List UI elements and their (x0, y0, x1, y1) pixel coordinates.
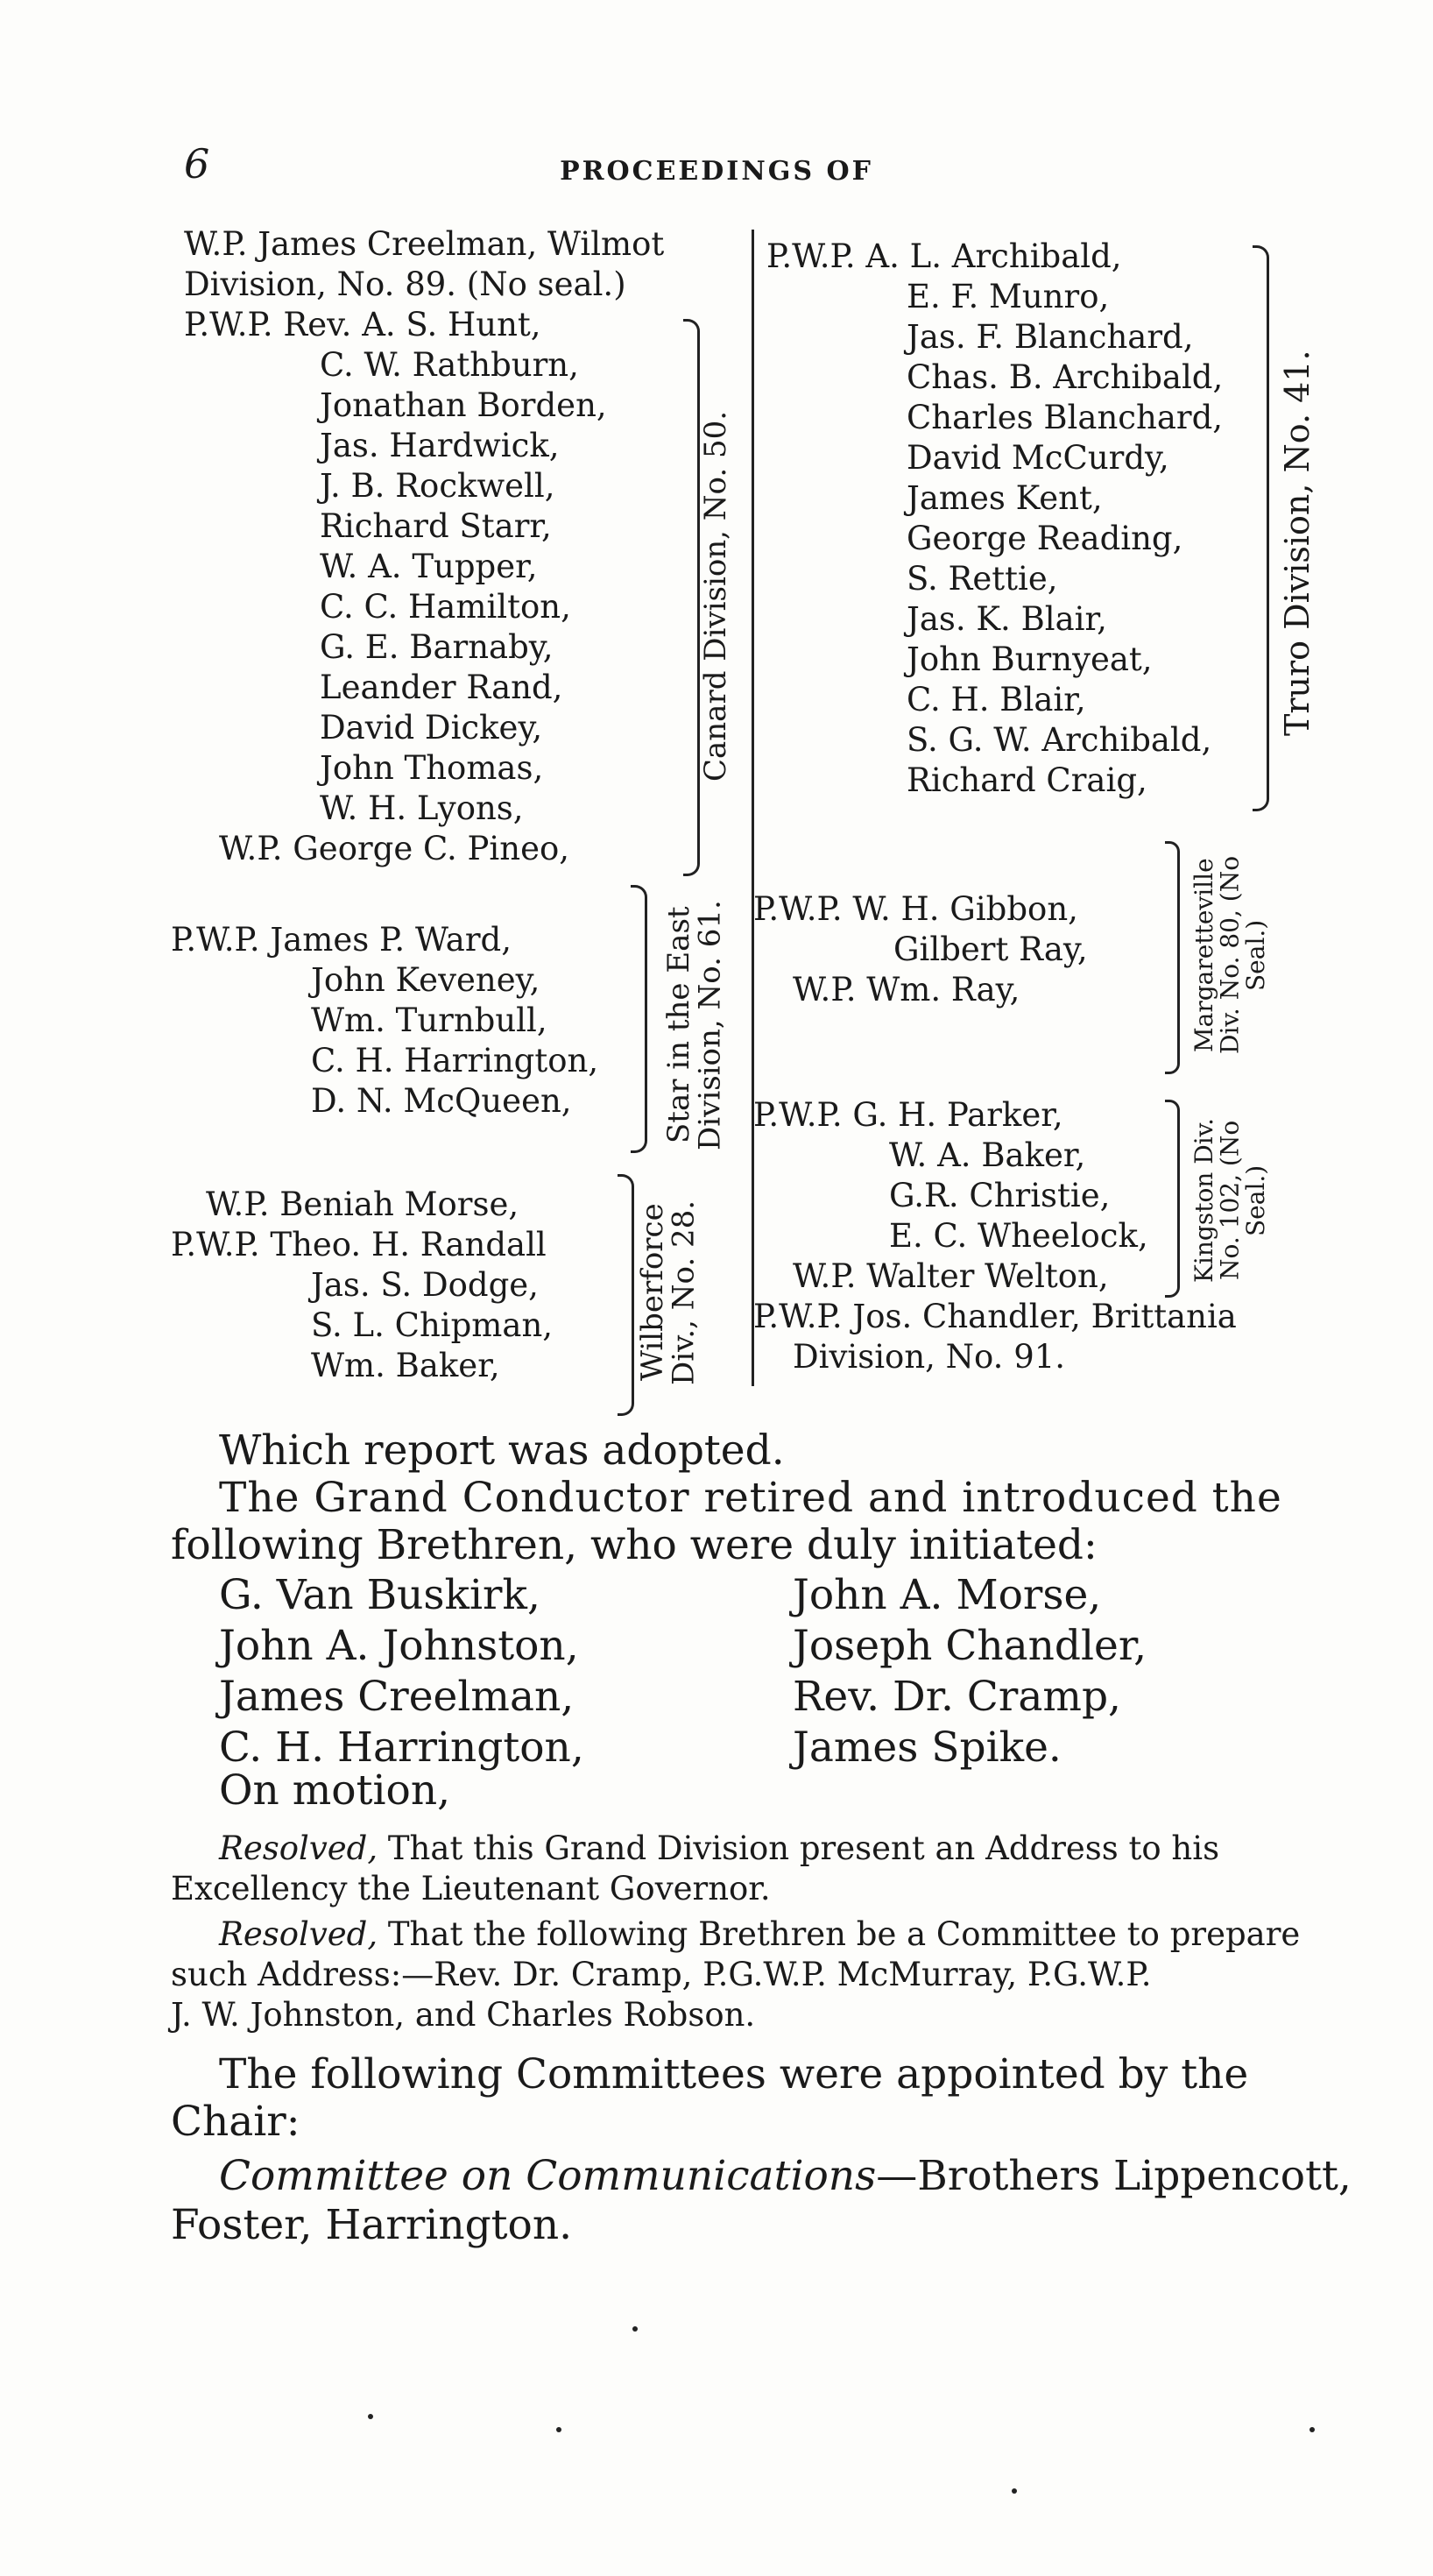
committee-label: Committee on Communications (219, 2152, 877, 2200)
canard-division-label: Canard Division, No. 50. (698, 410, 733, 782)
list-item: P.W.P. Theo. H. Randall (171, 1226, 547, 1263)
resolved-2-line-3: J. W. Johnston, and Charles Robson. (171, 1996, 756, 2034)
list-item: Wm. Turnbull, (311, 1001, 547, 1039)
list-item: Leander Rand, (320, 669, 563, 706)
resolved-text: That this Grand Division present an Address to his (378, 1829, 1220, 1867)
truro-division-label: Truro Division, No. 41. (1278, 350, 1317, 737)
list-item: John A. Johnston, (219, 1622, 579, 1670)
list-item: Jas. F. Blanchard, (907, 318, 1194, 356)
list-item: David Dickey, (320, 709, 543, 747)
wilmot-line-2: Division, No. 89. (No seal.) (184, 265, 626, 303)
list-item: Richard Starr, (320, 507, 552, 545)
brittania-entry (753, 1297, 1237, 1377)
kingston-brace (1165, 1100, 1180, 1298)
wilberforce-division-label: Wilberforce Div., No. 28. (635, 1200, 702, 1385)
list-item: C. H. Harrington, (219, 1723, 584, 1772)
list-item: John Thomas, (320, 749, 544, 787)
list-item: P.W.P. G. H. Parker, (753, 1096, 1063, 1134)
list-item: C. H. Blair, (907, 681, 1086, 718)
list-item: Wm. Baker, (311, 1347, 500, 1384)
initiates-left (219, 1570, 584, 1773)
committees-line-2: Chair: (171, 2098, 300, 2146)
list-item: Jas. Hardwick, (320, 427, 560, 464)
canard-list (184, 305, 607, 869)
list-item: G. Van Buskirk, (219, 1571, 540, 1619)
resolved-2-line-2: such Address:—Rev. Dr. Cramp, P.G.W.P. McMurray, P.G.W.P. (171, 1956, 1152, 1993)
kingston-list (753, 1095, 1148, 1297)
list-item: J. B. Rockwell, (320, 467, 555, 505)
list-item: George Reading, (907, 520, 1183, 557)
list-item: C. W. Rathburn, (320, 346, 579, 384)
star-brace (631, 885, 647, 1153)
truro-list (766, 237, 1223, 801)
list-item: W.P. Wm. Ray, (793, 971, 1020, 1008)
page-number: 6 (184, 140, 210, 188)
resolved-1-line-2: Excellency the Lieutenant Governor. (171, 1870, 771, 1907)
list-item: Jonathan Borden, (320, 386, 607, 424)
list-item: James Kent, (907, 479, 1103, 517)
report-adopted: Which report was adopted. (219, 1426, 785, 1475)
print-speck (368, 2414, 373, 2419)
list-item: Jas. K. Blair, (907, 600, 1107, 638)
resolved-text: That the following Brethren be a Committee to prepare (378, 1915, 1301, 1953)
list-item: S. Rettie, (907, 560, 1058, 598)
committees-line-1: The following Committees were appointed by the (219, 2050, 1249, 2098)
wilberforce-list (171, 1185, 553, 1386)
wilberforce-brace (618, 1174, 634, 1416)
list-item: W.P. George C. Pineo, (219, 830, 570, 867)
list-item: E. C. Wheelock, (889, 1217, 1148, 1255)
list-item: Rev. Dr. Cramp, (793, 1673, 1121, 1721)
list-item: James Creelman, (219, 1673, 575, 1721)
kingston-division-label: Kingston Div. No. 102, (No Seal.) (1189, 1117, 1270, 1284)
initiates-right (793, 1570, 1147, 1773)
print-speck (556, 2427, 561, 2432)
print-speck (1012, 2488, 1017, 2494)
grand-conductor-line-1: The Grand Conductor retired and introduced the (219, 1474, 1282, 1522)
list-item: John Burnyeat, (907, 640, 1153, 678)
list-item: P.W.P. James P. Ward, (171, 921, 512, 959)
list-item: P.W.P. W. H. Gibbon, (753, 890, 1078, 928)
list-item: P.W.P. A. L. Archibald, (766, 237, 1122, 275)
resolved-label: Resolved, (219, 1915, 378, 1953)
list-item: John Keveney, (311, 961, 540, 999)
list-item: C. H. Harrington, (311, 1042, 599, 1079)
print-speck (632, 2326, 638, 2332)
brittania-line-1: P.W.P. Jos. Chandler, Brittania (753, 1298, 1237, 1335)
list-item: D. N. McQueen, (311, 1082, 572, 1120)
list-item: W.P. Beniah Morse, (206, 1185, 519, 1223)
brittania-line-2: Division, No. 91. (793, 1338, 1066, 1376)
print-speck (1309, 2427, 1315, 2432)
wilmot-line-1: W.P. James Creelman, Wilmot (184, 225, 665, 263)
star-division-label: Star in the East Division, No. 61. (661, 900, 728, 1150)
list-item: James Spike. (793, 1723, 1062, 1772)
list-item: P.W.P. Rev. A. S. Hunt, (184, 306, 541, 343)
committee-communications (219, 2152, 1352, 2200)
list-item: W. H. Lyons, (320, 789, 524, 827)
running-head: PROCEEDINGS OF (560, 156, 873, 187)
list-item: S. G. W. Archibald, (907, 721, 1212, 759)
wilmot-entry (184, 224, 664, 305)
list-item: W.P. Walter Welton, (793, 1257, 1109, 1295)
margaretteville-list (753, 889, 1088, 1010)
list-item: G. E. Barnaby, (320, 628, 554, 666)
list-item: W. A. Tupper, (320, 548, 538, 585)
truro-brace (1253, 245, 1269, 811)
margaretteville-division-label: Margaretteville Div. No. 80, (No Seal.) (1189, 855, 1270, 1055)
list-item: Gilbert Ray, (893, 931, 1088, 968)
list-item: G.R. Christie, (889, 1177, 1111, 1214)
star-in-the-east-list (171, 920, 598, 1122)
list-item: John A. Morse, (793, 1571, 1102, 1619)
list-item: Charles Blanchard, (907, 399, 1224, 436)
resolved-label: Resolved, (219, 1829, 378, 1867)
resolved-2 (219, 1915, 1300, 1953)
on-motion: On motion, (219, 1766, 451, 1815)
list-item: David McCurdy, (907, 439, 1169, 477)
list-item: S. L. Chipman, (311, 1306, 554, 1344)
list-item: Joseph Chandler, (793, 1622, 1147, 1670)
list-item: Chas. B. Archibald, (907, 358, 1224, 396)
resolved-1 (219, 1829, 1219, 1867)
list-item: W. A. Baker, (889, 1136, 1086, 1174)
list-item: C. C. Hamilton, (320, 588, 571, 626)
committee-members: —Brothers Lippencott, (876, 2152, 1352, 2200)
margaretteville-brace (1165, 841, 1180, 1074)
list-item: Richard Craig, (907, 761, 1147, 799)
committee-communications-line-2: Foster, Harrington. (171, 2201, 573, 2249)
list-item: Jas. S. Dodge, (311, 1266, 539, 1304)
list-item: E. F. Munro, (907, 278, 1110, 315)
grand-conductor-line-2: following Brethren, who were duly initiated: (171, 1521, 1098, 1569)
